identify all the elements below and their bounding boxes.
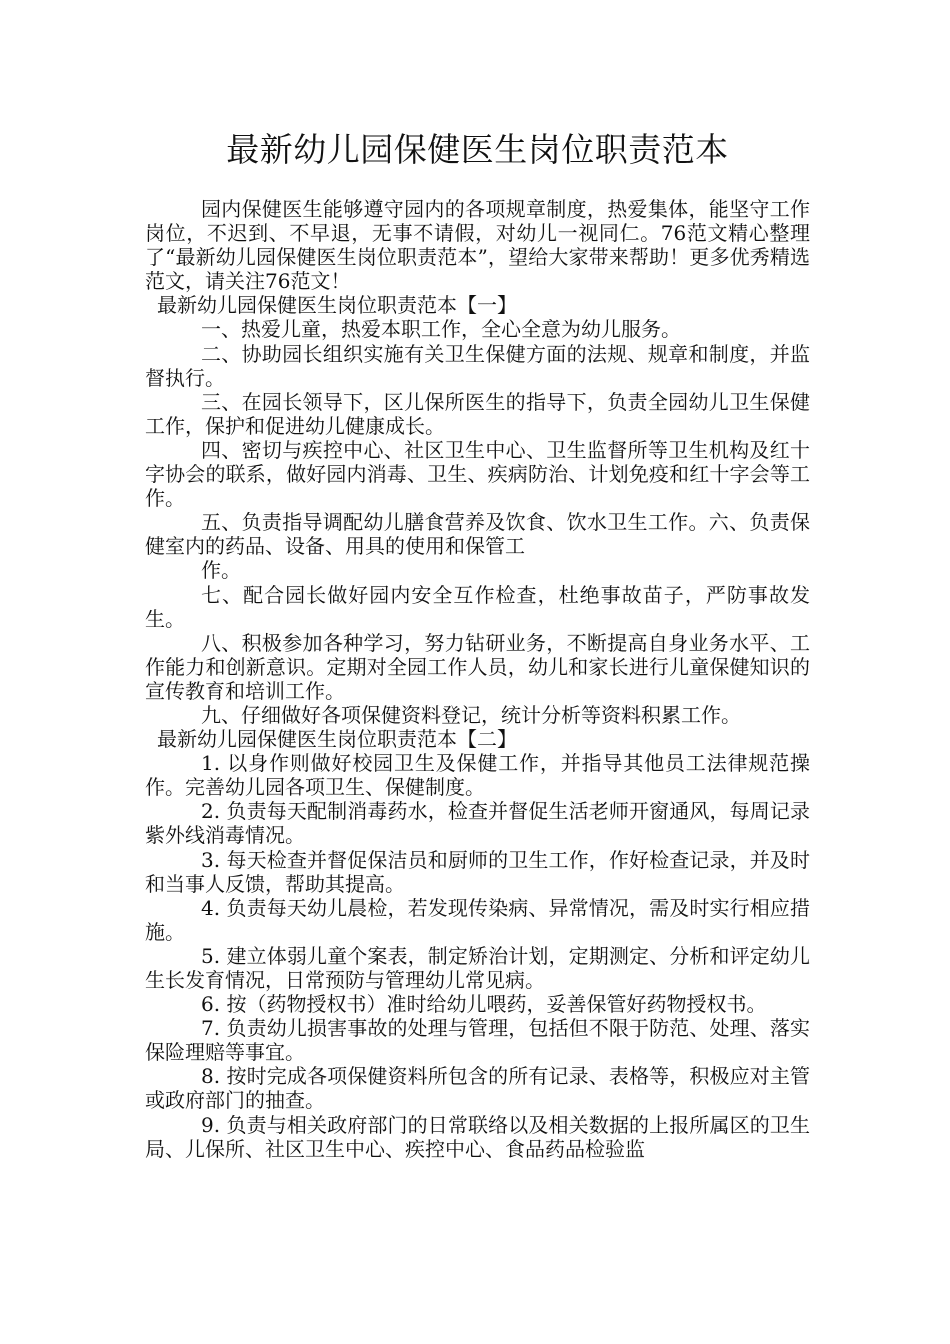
section-heading-1: 最新幼儿园保健医生岗位职责范本【一】: [157, 293, 517, 318]
duty-item: 6. 按（药物授权书）准时给幼儿喂药，妥善保管好药物授权书。: [201, 992, 767, 1017]
duty-item: 4. 负责每天幼儿晨检，若发现传染病、异常情况，需及时实行相应措施。: [145, 895, 810, 944]
duty-item: 九、仔细做好各项保健资料登记，统计分析等资料积累工作。: [201, 702, 741, 727]
duty-item: 八、积极参加各种学习，努力钻研业务，不断提高自身业务水平、工作能力和创新意识。定期对全园工作人员，幼儿和家长进行儿童保健知识的宣传教育和培训工作。: [145, 630, 810, 703]
duty-item: 作。: [201, 558, 241, 583]
duty-item: 一、热爱儿童，热爱本职工作，全心全意为幼儿服务。: [201, 317, 681, 342]
document-page: [145, 0, 810, 1161]
duty-item: 四、密切与疾控中心、社区卫生中心、卫生监督所等卫生机构及红十字协会的联系，做好园内消毒、卫生、疾病防治、计划免疫和红十字会等工作。: [145, 437, 810, 511]
document-title: 最新幼儿园保健医生岗位职责范本: [226, 130, 729, 169]
duty-item: 七、配合园长做好园内安全互作检查，杜绝事故苗子，严防事故发生。: [145, 582, 810, 631]
duty-item: 二、协助园长组织实施有关卫生保健方面的法规、规章和制度，并监督执行。: [145, 341, 810, 390]
document-body: [145, 197, 810, 1161]
duty-item: 1. 以身作则做好校园卫生及保健工作，并指导其他员工法律规范操作。完善幼儿园各项卫生、保健制度。: [145, 751, 810, 800]
duty-item: 3. 每天检查并督促保洁员和厨师的卫生工作，作好检查记录，并及时和当事人反馈，帮助其提高。: [145, 847, 810, 896]
duty-item: 9. 负责与相关政府部门的日常联络以及相关数据的上报所属区的卫生局、儿保所、社区卫生中心、疾控中心、食品药品检验监: [145, 1112, 810, 1161]
duty-item: 五、负责指导调配幼儿膳食营养及饮食、饮水卫生工作。六、负责保健室内的药品、设备、用具的使用和保管工: [145, 510, 810, 559]
duty-item: 5. 建立体弱儿童个案表，制定矫治计划，定期测定、分析和评定幼儿生长发育情况，日常预防与管理幼儿常见病。: [145, 943, 810, 992]
duty-item: 2. 负责每天配制消毒药水，检查并督促生活老师开窗通风，每周记录紫外线消毒情况。: [145, 799, 810, 848]
section-heading-2: 最新幼儿园保健医生岗位职责范本【二】: [157, 727, 517, 752]
duty-item: 8. 按时完成各项保健资料所包含的所有记录、表格等，积极应对主管或政府部门的抽查。: [145, 1064, 810, 1113]
intro-paragraph: 园内保健医生能够遵守园内的各项规章制度，热爱集体，能坚守工作岗位，不迟到、不早退，无事不请假，对幼儿一视同仁。76范文精心整理了“最新幼儿园保健医生岗位职责范本”，望给大家带来帮助！更多优秀精选范文，请关注76范文！: [145, 197, 810, 294]
duty-item: 三、在园长领导下，区儿保所医生的指导下，负责全园幼儿卫生保健工作，保护和促进幼儿健康成长。: [145, 389, 810, 438]
duty-item: 7. 负责幼儿损害事故的处理与管理，包括但不限于防范、处理、落实保险理赔等事宜。: [145, 1016, 810, 1065]
